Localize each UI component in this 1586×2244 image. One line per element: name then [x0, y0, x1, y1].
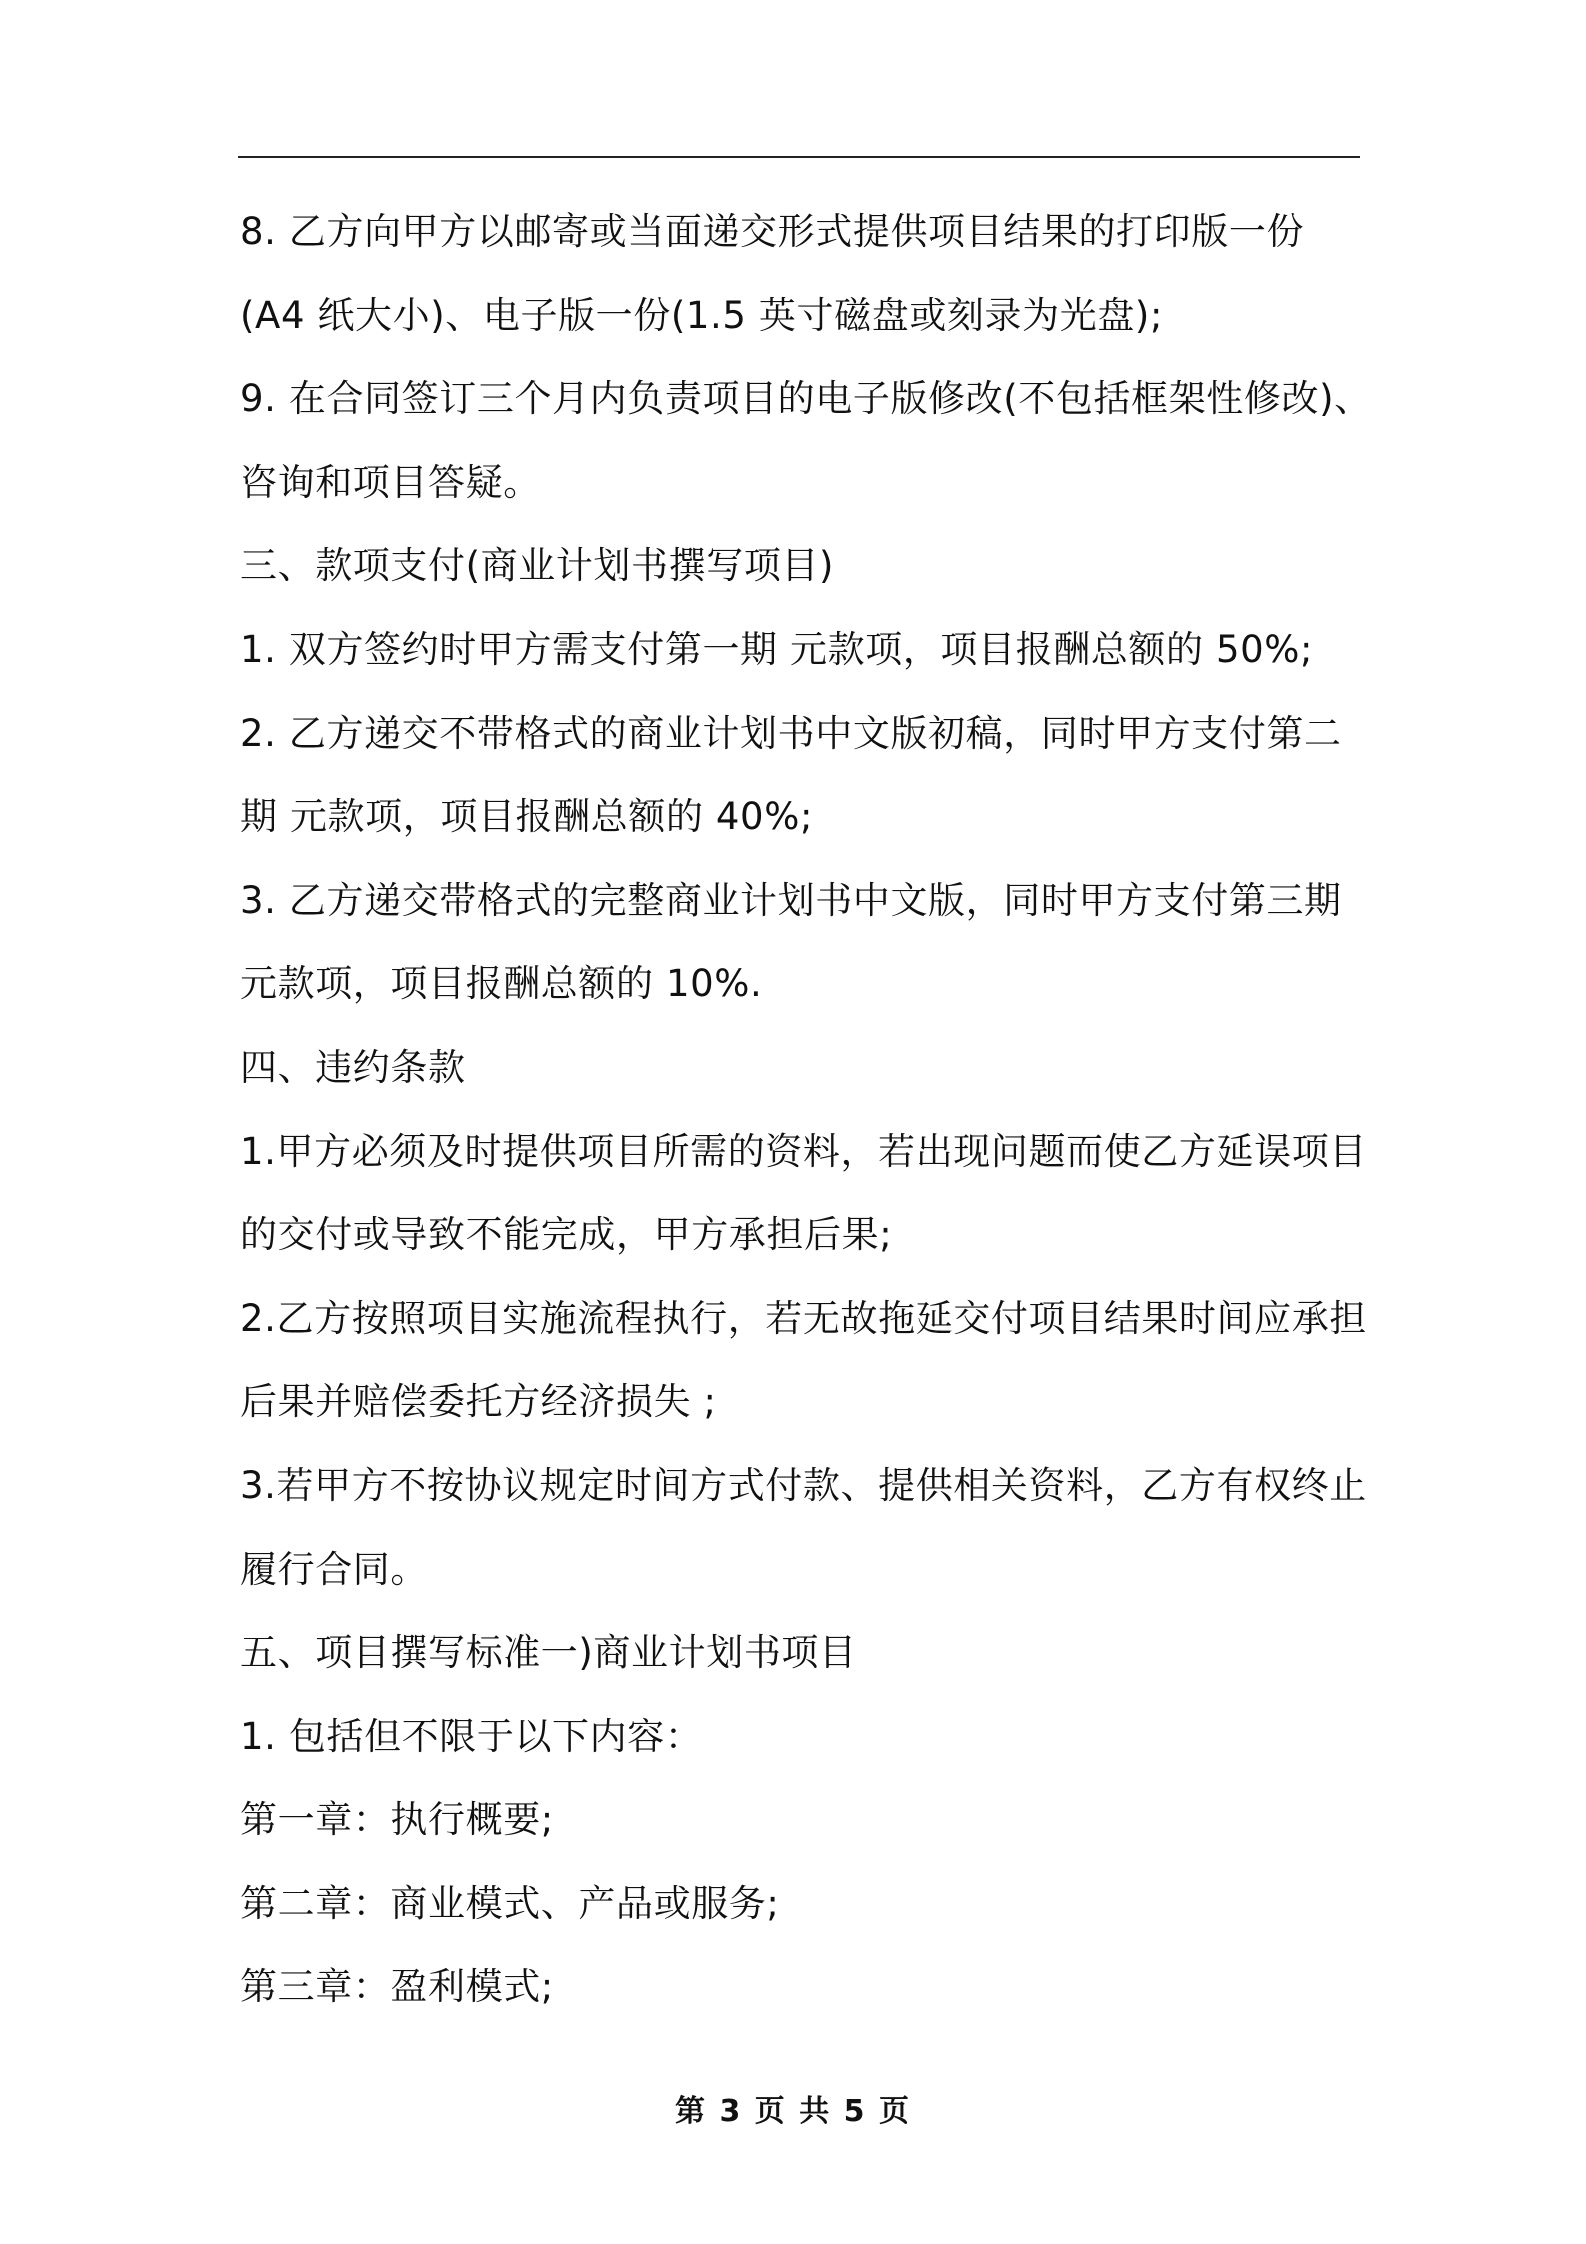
- text-line: 2.乙方按照项目实施流程执行，若无故拖延交付项目结果时间应承担: [240, 1296, 1367, 1340]
- text-line: 后果并赔偿委托方经济损失 ;: [240, 1380, 717, 1424]
- text-line: 咨询和项目答疑。: [240, 460, 541, 504]
- text-line: 8. 乙方向甲方以邮寄或当面递交形式提供项目结果的打印版一份: [240, 210, 1305, 253]
- text-line: 1. 包括但不限于以下内容：: [240, 1714, 703, 1758]
- header-rule: [238, 156, 1360, 158]
- text-line: 第三章：盈利模式;: [240, 1965, 554, 2009]
- text-line: 3. 乙方递交带格式的完整商业计划书中文版，同时甲方支付第三期: [240, 878, 1342, 922]
- section-heading: 五、项目撰写标准一)商业计划书项目: [240, 1631, 857, 1675]
- text-line: 2. 乙方递交不带格式的商业计划书中文版初稿，同时甲方支付第二: [240, 711, 1342, 755]
- text-line: 的交付或导致不能完成，甲方承担后果;: [240, 1213, 893, 1257]
- text-line: (A4 纸大小)、电子版一份(1.5 英寸磁盘或刻录为光盘);: [240, 293, 1164, 337]
- text-line: 1.甲方必须及时提供项目所需的资料，若出现问题而使乙方延误项目: [240, 1129, 1367, 1173]
- section-heading: 三、款项支付(商业计划书撰写项目): [240, 544, 835, 588]
- text-line: 履行合同。: [240, 1547, 428, 1591]
- section-heading: 四、违约条款: [240, 1045, 466, 1089]
- text-line: 期 元款项，项目报酬总额的 40%;: [240, 795, 814, 839]
- text-line: 3.若甲方不按协议规定时间方式付款、提供相关资料，乙方有权终止: [240, 1463, 1367, 1507]
- text-line: 1. 双方签约时甲方需支付第一期 元款项，项目报酬总额的 50%;: [240, 627, 1314, 671]
- text-line: 第二章：商业模式、产品或服务;: [240, 1881, 780, 1925]
- text-line: 元款项，项目报酬总额的 10%.: [240, 962, 763, 1006]
- text-line: 9. 在合同签订三个月内负责项目的电子版修改(不包括框架性修改)、: [240, 377, 1372, 421]
- text-line: 第一章：执行概要;: [240, 1798, 554, 1842]
- document-body: [240, 200, 1372, 2039]
- page-footer: 第 3 页 共 5 页: [675, 2094, 911, 2129]
